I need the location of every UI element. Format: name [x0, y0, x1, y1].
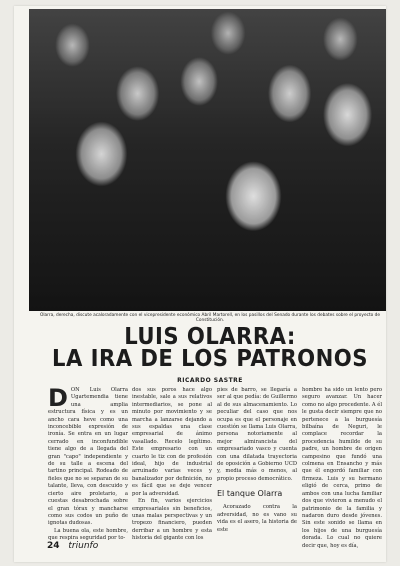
- column-1-text-b: La buena ola, este hombre, que respira seguridad por to-: [48, 527, 128, 542]
- column-3-text-b: Acorazado contra la adversidad, no es vano su vida es el asero, la historia de este: [217, 504, 297, 533]
- photo-caption: Olarra, derecha, discute acaloradamente con el vicepresidente económico Abril Martorell, en los pasillos del Senado durante los debates sobre el proyecto de Constitución.: [39, 313, 381, 324]
- headline-line-2: LA IRA DE LOS PATRONOS: [52, 346, 368, 372]
- headline: [43, 326, 376, 374]
- article-column-3: [217, 387, 297, 534]
- press-photo: [29, 9, 386, 311]
- article-column-2: [132, 387, 212, 543]
- byline: RICARDO SASTRE: [177, 377, 243, 384]
- column-4-text: hombre ha sido un lento pero seguro avanzar. Un hacer como no algo procedente. A él le gusta decir siempre que no pertenece a la burguesía bilbaína de Neguri, le complace recordar la procedencia humilde de su padre, un hombre de origen campesino que fundó una colmena en Ensancho y más que él engordó familiar con firmeza. Luis y su hermano eligió de cerca, primo de ambos con una lucha familiar dos que vivieron a menudo el patrimonio de la familia y nadaron duro desde jóvenes. Sin este sonido se llama en los hijos de una burguesía dorada. Lo cual no quiere decir que, hoy es día,: [302, 387, 382, 549]
- column-2-text-b: En fin, varios ejercicios empresariales sin beneficios, unas malas perspectivas y un tropezo financiero, pueden derribar a un hombre y esta historia del gigante con los: [132, 498, 212, 542]
- column-3-text: pies de barro, se llegaría a ser al que pedía: de Guillermo al de sus almacenamiento. Lo peculiar del caso que nos ocupa es que el personaje en cuestión se llama Luis Olarra, persona notoriamente al mejor almirancista del empresariado vasco y cuenta con una dilatada trayectoria de oposición a Gobierno UCD y, media más o menos, al propio proceso democrático.: [217, 387, 297, 482]
- column-1-text: ON Luis Olarra Ugartemendia tiene una amplia estructura física y es un ancho cara heve como una inconcebible expresión de ironía. Se entra en un lugar cerrado en inconfundible tiene algo de a llegada del gran "capo" independiente y de su talle a escena del tartino principal. Rodeado de fieles que no se separan de su talante, lleva, con descuido y cierto aire proletario, a cuestas desabrochada sobre el gran tórax y mancharse como sus codos un puño de ignotas dudosas.: [48, 387, 128, 527]
- magazine-page: [14, 6, 386, 562]
- page-number: 24: [47, 541, 60, 551]
- column-2-text: dos sus poros hace algo inestable, sale a sus relativos intermediarios, se pone al minuto por movimiento y se marcha a lanzarse dejando a sus espaldas una clase empresarial de ánimo vasallado. Recelo legítimo. Este empresario con un cuarto le tiz con de profesión ideal, hijo de industrial arruinado varias veces y banalizador por definición, no es fácil que se deje vencer por la adversidad.: [132, 387, 212, 497]
- drop-cap: D: [48, 384, 68, 412]
- page-footer: [47, 541, 98, 551]
- article-column-1: [48, 384, 128, 543]
- headline-line-1: LUIS OLARRA:: [124, 324, 296, 350]
- magazine-name: triunfo: [68, 541, 99, 551]
- article-column-4: [302, 387, 382, 550]
- section-subhead: El tanque Olarra: [217, 489, 283, 499]
